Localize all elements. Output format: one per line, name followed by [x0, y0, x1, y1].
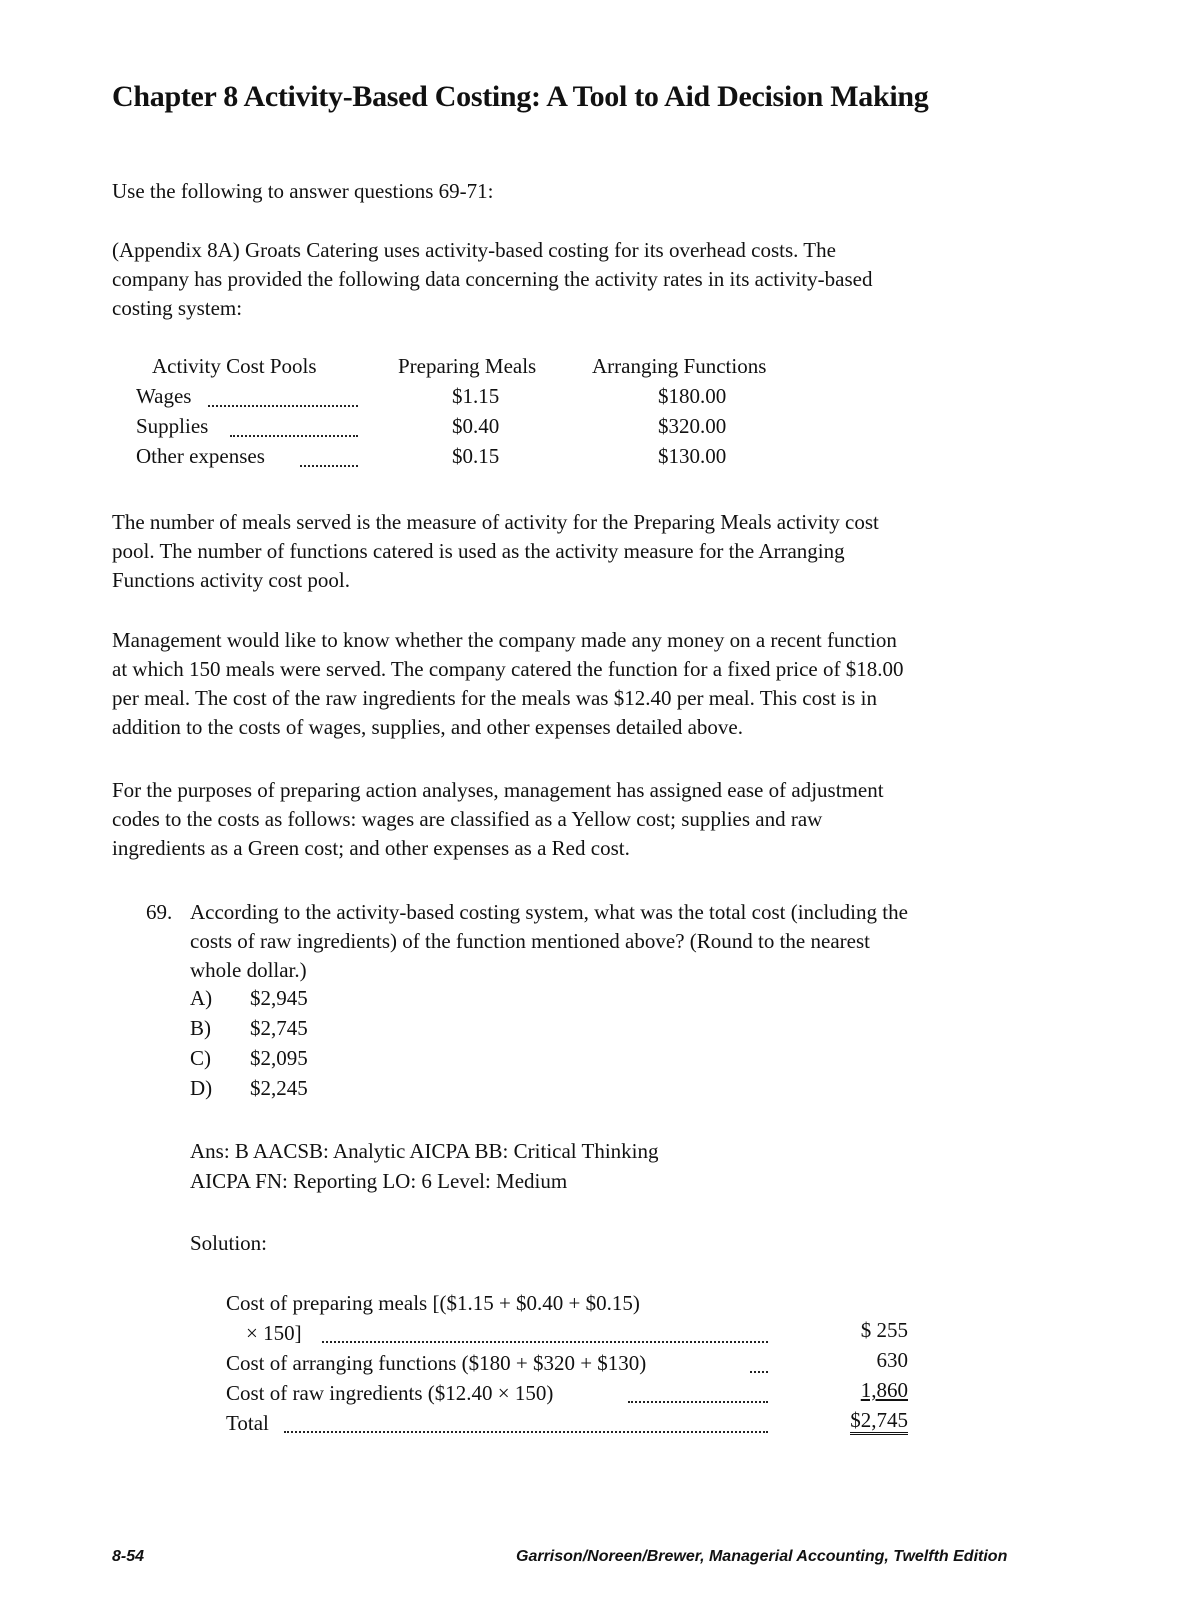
paragraph-line: per meal. The cost of the raw ingredients for the meals was $12.40 per meal. This cost is in — [112, 686, 877, 710]
row-label: Wages — [136, 384, 192, 408]
answer-meta-line: AICPA FN: Reporting LO: 6 Level: Medium — [190, 1169, 568, 1193]
row-label: Other expenses — [136, 444, 265, 468]
dot-leader — [300, 464, 358, 467]
table-cell: $320.00 — [658, 414, 727, 438]
solution-amount: 630 — [876, 1348, 908, 1372]
paragraph-line: (Appendix 8A) Groats Catering uses activity-based costing for its overhead costs. The — [112, 238, 836, 262]
dot-leader — [284, 1430, 768, 1433]
page-number: 8-54 — [112, 1548, 145, 1565]
table-cell: $180.00 — [658, 384, 727, 408]
solution-line: × 150] — [246, 1321, 302, 1345]
paragraph-management — [112, 626, 1112, 742]
question-line: whole dollar.) — [190, 958, 307, 982]
solution-line: Cost of raw ingredients ($12.40 × 150) — [226, 1381, 554, 1405]
intro-lead: Use the following to answer questions 69-71: — [112, 179, 494, 203]
table-row — [136, 384, 836, 414]
footer-source: Garrison/Noreen/Brewer, Managerial Accounting, Twelfth Edition — [516, 1548, 1008, 1565]
choice-letter: B) — [190, 1016, 211, 1040]
choice-letter: A) — [190, 986, 213, 1010]
table-cell: $0.40 — [452, 414, 500, 438]
choice-d — [190, 1076, 308, 1101]
column-header: Arranging Functions — [592, 354, 767, 378]
choice-letter: C) — [190, 1046, 211, 1070]
dot-leader — [322, 1340, 768, 1343]
dot-leader — [750, 1370, 768, 1373]
choice-letter: D) — [190, 1076, 213, 1100]
dot-leader — [208, 404, 358, 407]
solution-line: Total — [226, 1411, 269, 1435]
table-row — [136, 444, 836, 474]
table-row — [136, 414, 836, 444]
choice-value: $2,245 — [250, 1076, 308, 1100]
choice-c — [190, 1046, 308, 1071]
dot-leader — [628, 1400, 768, 1403]
solution-total-value: $2,745 — [850, 1408, 908, 1435]
paragraph-line: The number of meals served is the measure of activity for the Preparing Meals activity cost — [112, 510, 879, 534]
paragraph-line: codes to the costs as follows: wages are classified as a Yellow cost; supplies and raw — [112, 807, 823, 831]
choice-value: $2,945 — [250, 986, 308, 1010]
choice-value: $2,745 — [250, 1016, 308, 1040]
question-number: 69. — [146, 900, 173, 924]
paragraph-line: pool. The number of functions catered is used as the activity measure for the Arranging — [112, 539, 845, 563]
paragraph-line: Functions activity cost pool. — [112, 568, 350, 592]
solution-line: Cost of arranging functions ($180 + $320 + $130) — [226, 1351, 647, 1375]
choice-a — [190, 986, 308, 1011]
question-line: costs of raw ingredients) of the function mentioned above? (Round to the nearest — [190, 929, 870, 953]
table-cell: $1.15 — [452, 384, 500, 408]
paragraph-line: ingredients as a Green cost; and other expenses as a Red cost. — [112, 836, 630, 860]
table-cell: $130.00 — [658, 444, 727, 468]
paragraph-line: For the purposes of preparing action analyses, management has assigned ease of adjustment — [112, 778, 884, 802]
paragraph-adjustment-codes — [112, 776, 1112, 863]
table-cell: $0.15 — [452, 444, 500, 468]
solution-total — [820, 1408, 908, 1433]
page-title: Chapter 8 Activity-Based Costing: A Tool to Aid Decision Making — [112, 80, 929, 113]
column-header: Activity Cost Pools — [152, 354, 317, 378]
solution-amount — [820, 1378, 908, 1403]
row-label: Supplies — [136, 414, 209, 438]
question-text — [190, 898, 1110, 985]
question-line: According to the activity-based costing system, what was the total cost (including the — [190, 900, 908, 924]
paragraph-appendix — [112, 236, 1112, 323]
solution-heading: Solution: — [190, 1231, 268, 1255]
solution-amount-value: 1,860 — [860, 1378, 908, 1402]
column-header: Preparing Meals — [398, 354, 537, 378]
solution-line: Cost of preparing meals [($1.15 + $0.40 + $0.15) — [226, 1291, 640, 1315]
dot-leader — [230, 434, 358, 437]
paragraph-activity-measures — [112, 508, 1112, 595]
choice-value: $2,095 — [250, 1046, 308, 1070]
paragraph-line: addition to the costs of wages, supplies, and other expenses detailed above. — [112, 715, 744, 739]
paragraph-line: company has provided the following data concerning the activity rates in its activity-based — [112, 267, 873, 291]
paragraph-line: at which 150 meals were served. The company catered the function for a fixed price of $18.00 — [112, 657, 904, 681]
paragraph-line: costing system: — [112, 296, 243, 320]
table-header-row — [136, 354, 836, 384]
solution-amount: $ 255 — [860, 1318, 908, 1342]
choice-b — [190, 1016, 308, 1041]
paragraph-line: Management would like to know whether the company made any money on a recent function — [112, 628, 897, 652]
answer-meta-line: Ans: B AACSB: Analytic AICPA BB: Critical Thinking — [190, 1139, 659, 1163]
activity-rate-table — [136, 354, 836, 484]
